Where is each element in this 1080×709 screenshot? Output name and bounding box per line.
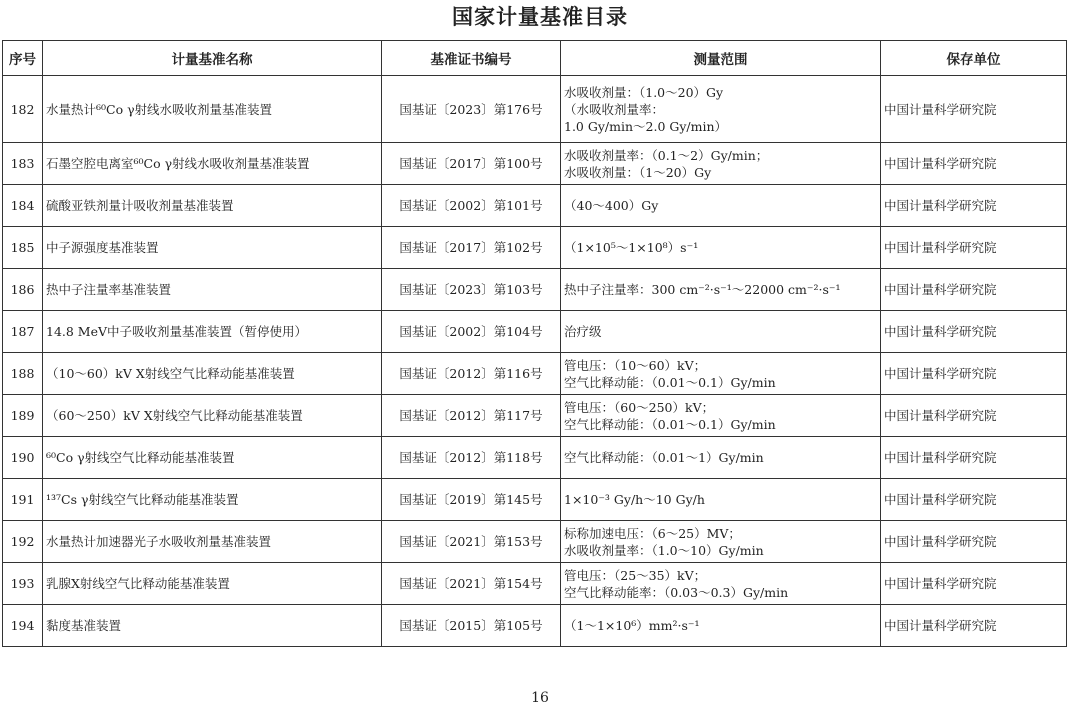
cell-org: 中国计量科学研究院 [881, 76, 1067, 143]
cell-range [561, 395, 881, 437]
range-line: （1～1×10⁶）mm²·s⁻¹ [564, 618, 700, 633]
cell-cert: 国基证〔2012〕第118号 [382, 437, 561, 479]
cell-cert: 国基证〔2002〕第104号 [382, 311, 561, 353]
column-header-org: 保存单位 [881, 41, 1067, 76]
cell-org: 中国计量科学研究院 [881, 143, 1067, 185]
range-line: 管电压：（25～35）kV； [564, 567, 707, 583]
range-line: 水吸收剂量：（1～20）Gy [564, 164, 712, 180]
cell-cert: 国基证〔2023〕第103号 [382, 269, 561, 311]
table-row [3, 521, 1067, 563]
standards-table [2, 40, 1067, 647]
table-row [3, 269, 1067, 311]
page-title: 国家计量基准目录 [452, 5, 628, 29]
cell-cert: 国基证〔2021〕第153号 [382, 521, 561, 563]
cell-cert: 国基证〔2019〕第145号 [382, 479, 561, 521]
cell-no: 188 [3, 353, 43, 395]
cell-org: 中国计量科学研究院 [881, 437, 1067, 479]
cell-org: 中国计量科学研究院 [881, 395, 1067, 437]
cell-cert: 国基证〔2021〕第154号 [382, 563, 561, 605]
cell-cert: 国基证〔2012〕第117号 [382, 395, 561, 437]
cell-cert: 国基证〔2002〕第101号 [382, 185, 561, 227]
cell-range [561, 563, 881, 605]
column-header-range: 测量范围 [561, 41, 881, 76]
table-row [3, 479, 1067, 521]
table-row [3, 143, 1067, 185]
table-row [3, 185, 1067, 227]
cell-no: 190 [3, 437, 43, 479]
cell-no: 186 [3, 269, 43, 311]
cell-no: 184 [3, 185, 43, 227]
range-line: （40～400）Gy [564, 198, 659, 213]
cell-cert: 国基证〔2017〕第100号 [382, 143, 561, 185]
table-row [3, 395, 1067, 437]
range-line: 治疗级 [564, 324, 602, 339]
cell-name: 水量热计加速器光子水吸收剂量基准装置 [43, 521, 382, 563]
range-line: 水吸收剂量率：（0.1～2）Gy/min； [564, 147, 769, 163]
table-row [3, 76, 1067, 143]
column-header-cert: 基准证书编号 [382, 41, 561, 76]
cell-range [561, 353, 881, 395]
cell-range [561, 605, 881, 647]
cell-cert: 国基证〔2017〕第102号 [382, 227, 561, 269]
cell-range [561, 227, 881, 269]
range-line: 热中子注量率：300 cm⁻²·s⁻¹～22000 cm⁻²·s⁻¹ [564, 282, 841, 297]
table-row [3, 563, 1067, 605]
table-header-row [3, 41, 1067, 76]
cell-name: 中子源强度基准装置 [43, 227, 382, 269]
table-row [3, 227, 1067, 269]
table-row [3, 353, 1067, 395]
cell-org: 中国计量科学研究院 [881, 479, 1067, 521]
cell-name: ¹³⁷Cs γ射线空气比释动能基准装置 [43, 479, 382, 521]
table-row [3, 437, 1067, 479]
column-header-no: 序号 [3, 41, 43, 76]
range-line: 管电压：（60～250）kV； [564, 399, 715, 415]
range-line: 空气比释动能：（0.01～0.1）Gy/min [564, 416, 776, 432]
table-row [3, 311, 1067, 353]
cell-org: 中国计量科学研究院 [881, 311, 1067, 353]
cell-name: （60～250）kV X射线空气比释动能基准装置 [43, 395, 382, 437]
range-line: 管电压：（10～60）kV； [564, 357, 707, 373]
cell-name: 水量热计⁶⁰Co γ射线水吸收剂量基准装置 [43, 76, 382, 143]
cell-name: 乳腺X射线空气比释动能基准装置 [43, 563, 382, 605]
cell-org: 中国计量科学研究院 [881, 563, 1067, 605]
range-line: 空气比释动能：（0.01～0.1）Gy/min [564, 374, 776, 390]
cell-range [561, 521, 881, 563]
cell-org: 中国计量科学研究院 [881, 605, 1067, 647]
cell-no: 193 [3, 563, 43, 605]
cell-no: 192 [3, 521, 43, 563]
cell-name: 14.8 MeV中子吸收剂量基准装置（暂停使用） [43, 311, 382, 353]
range-line: 水吸收剂量：（1.0～20）Gy [564, 84, 724, 100]
cell-name: 热中子注量率基准装置 [43, 269, 382, 311]
cell-no: 183 [3, 143, 43, 185]
cell-org: 中国计量科学研究院 [881, 227, 1067, 269]
cell-org: 中国计量科学研究院 [881, 269, 1067, 311]
table-row [3, 605, 1067, 647]
cell-name: 硫酸亚铁剂量计吸收剂量基准装置 [43, 185, 382, 227]
cell-range [561, 269, 881, 311]
cell-name: （10～60）kV X射线空气比释动能基准装置 [43, 353, 382, 395]
cell-range [561, 437, 881, 479]
cell-range [561, 479, 881, 521]
cell-no: 187 [3, 311, 43, 353]
range-line: 水吸收剂量率：（1.0～10）Gy/min [564, 542, 764, 558]
cell-no: 191 [3, 479, 43, 521]
range-line: 空气比释动能：（0.01～1）Gy/min [564, 450, 764, 465]
cell-name: ⁶⁰Co γ射线空气比释动能基准装置 [43, 437, 382, 479]
cell-no: 189 [3, 395, 43, 437]
cell-no: 182 [3, 76, 43, 143]
column-header-name: 计量基准名称 [43, 41, 382, 76]
range-line: 1×10⁻³ Gy/h～10 Gy/h [564, 492, 705, 507]
range-line: （1×10⁵～1×10⁸）s⁻¹ [564, 240, 699, 255]
cell-range [561, 76, 881, 143]
cell-range [561, 185, 881, 227]
cell-no: 194 [3, 605, 43, 647]
range-line: 标称加速电压：（6～25）MV； [564, 525, 741, 541]
cell-org: 中国计量科学研究院 [881, 185, 1067, 227]
cell-org: 中国计量科学研究院 [881, 353, 1067, 395]
range-line: 空气比释动能率：（0.03～0.3）Gy/min [564, 584, 789, 600]
cell-cert: 国基证〔2023〕第176号 [382, 76, 561, 143]
range-line: （水吸收剂量率： [564, 101, 665, 117]
cell-name: 石墨空腔电离室⁶⁰Co γ射线水吸收剂量基准装置 [43, 143, 382, 185]
cell-no: 185 [3, 227, 43, 269]
cell-range [561, 143, 881, 185]
cell-range [561, 311, 881, 353]
cell-cert: 国基证〔2015〕第105号 [382, 605, 561, 647]
range-line: 1.0 Gy/min～2.0 Gy/min） [564, 118, 728, 134]
cell-cert: 国基证〔2012〕第116号 [382, 353, 561, 395]
page-number: 16 [531, 690, 549, 706]
cell-org: 中国计量科学研究院 [881, 521, 1067, 563]
cell-name: 黏度基准装置 [43, 605, 382, 647]
